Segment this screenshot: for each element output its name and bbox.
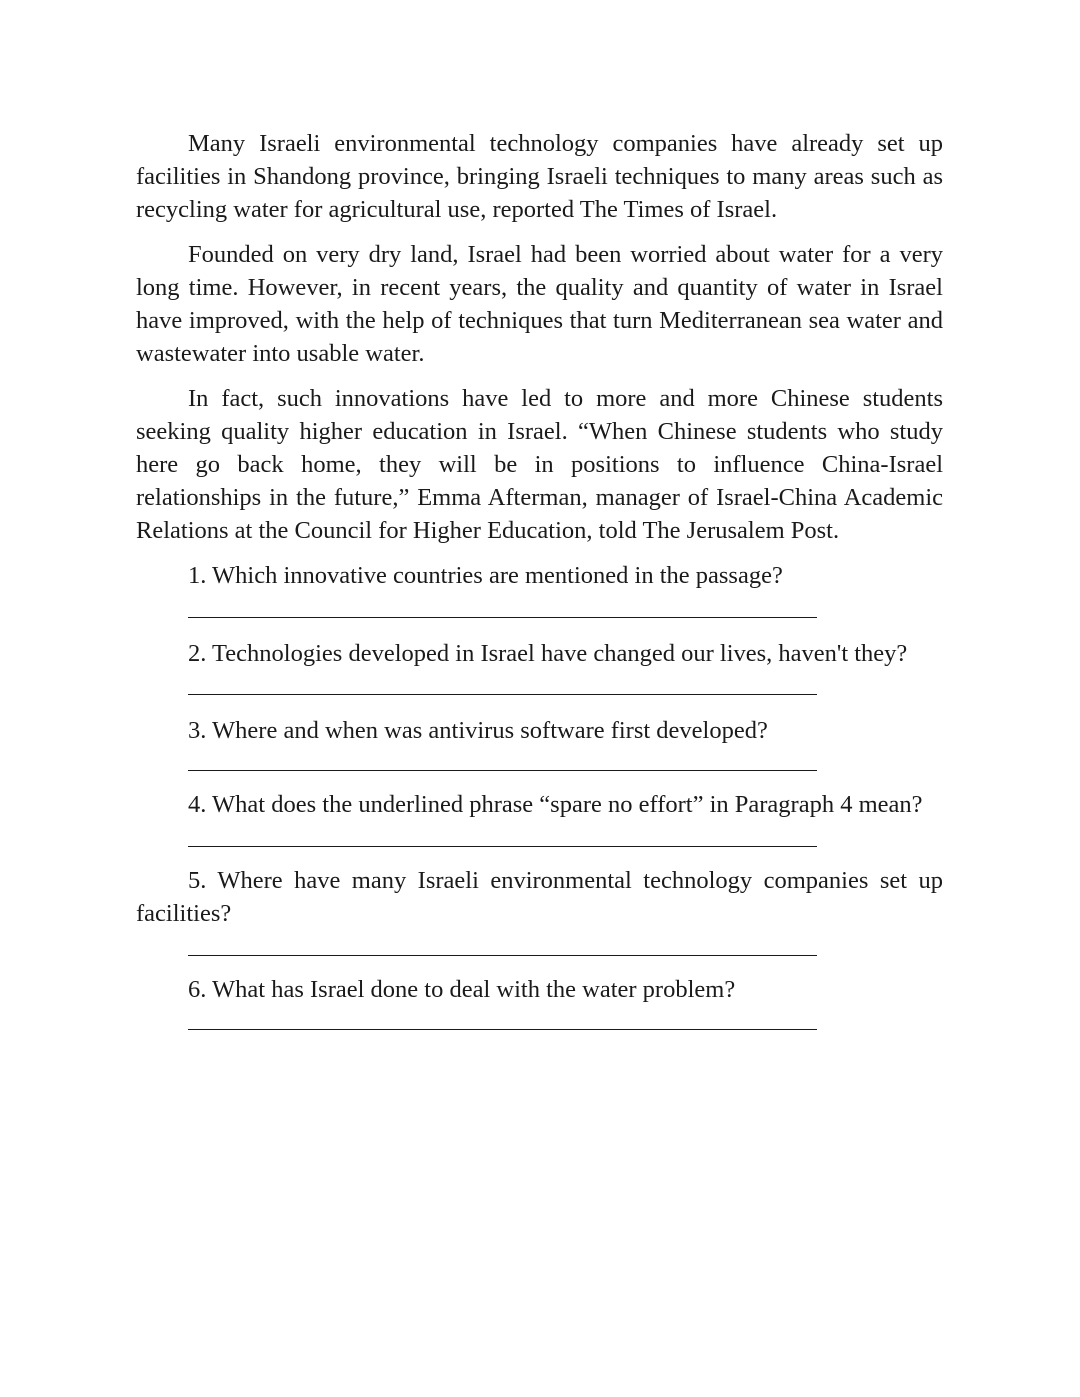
- answer-line-4[interactable]: [188, 846, 817, 847]
- passage-paragraph-2: Founded on very dry land, Israel had been worried about water for a very long time. However, in recent years, the quality and quantity of water in Israel have improved, with the help of techniques that turn Mediterranean sea water and wastewater into usable water.: [136, 241, 943, 367]
- answer-line-3[interactable]: [188, 770, 817, 771]
- document-page: [136, 127, 943, 1030]
- passage-paragraph-1: Many Israeli environmental technology companies have already set up facilities in Shandong province, bringing Israeli techniques to many areas such as recycling water for agricultural use, reported The Times of Israel.: [136, 130, 943, 223]
- question-4: 4. What does the underlined phrase “spare no effort” in Paragraph 4 mean?: [188, 791, 923, 818]
- question-1: 1. Which innovative countries are mentioned in the passage?: [188, 562, 783, 589]
- passage-paragraph-3: In fact, such innovations have led to more and more Chinese students seeking quality higher education in Israel. “When Chinese students who study here go back home, they will be in positions to influence China-Israel relationships in the future,” Emma Afterman, manager of Israel-China Academic Relations at the Council for Higher Education, told The Jerusalem Post.: [136, 385, 943, 544]
- question-3: 3. Where and when was antivirus software first developed?: [188, 717, 768, 744]
- question-block-2: [136, 637, 943, 695]
- question-2: 2. Technologies developed in Israel have changed our lives, haven't they?: [188, 640, 908, 667]
- question-5: 5. Where have many Israeli environmental technology companies set up facilities?: [136, 867, 943, 927]
- answer-line-1[interactable]: [188, 617, 817, 618]
- answer-line-5[interactable]: [188, 955, 817, 956]
- answer-line-6[interactable]: [188, 1029, 817, 1030]
- question-block-6: [136, 973, 943, 1030]
- question-block-3: [136, 714, 943, 771]
- question-block-4: [136, 788, 943, 847]
- question-6: 6. What has Israel done to deal with the water problem?: [188, 976, 736, 1003]
- question-block-1: [136, 559, 943, 618]
- question-block-5: [136, 864, 943, 956]
- answer-line-2[interactable]: [188, 694, 817, 695]
